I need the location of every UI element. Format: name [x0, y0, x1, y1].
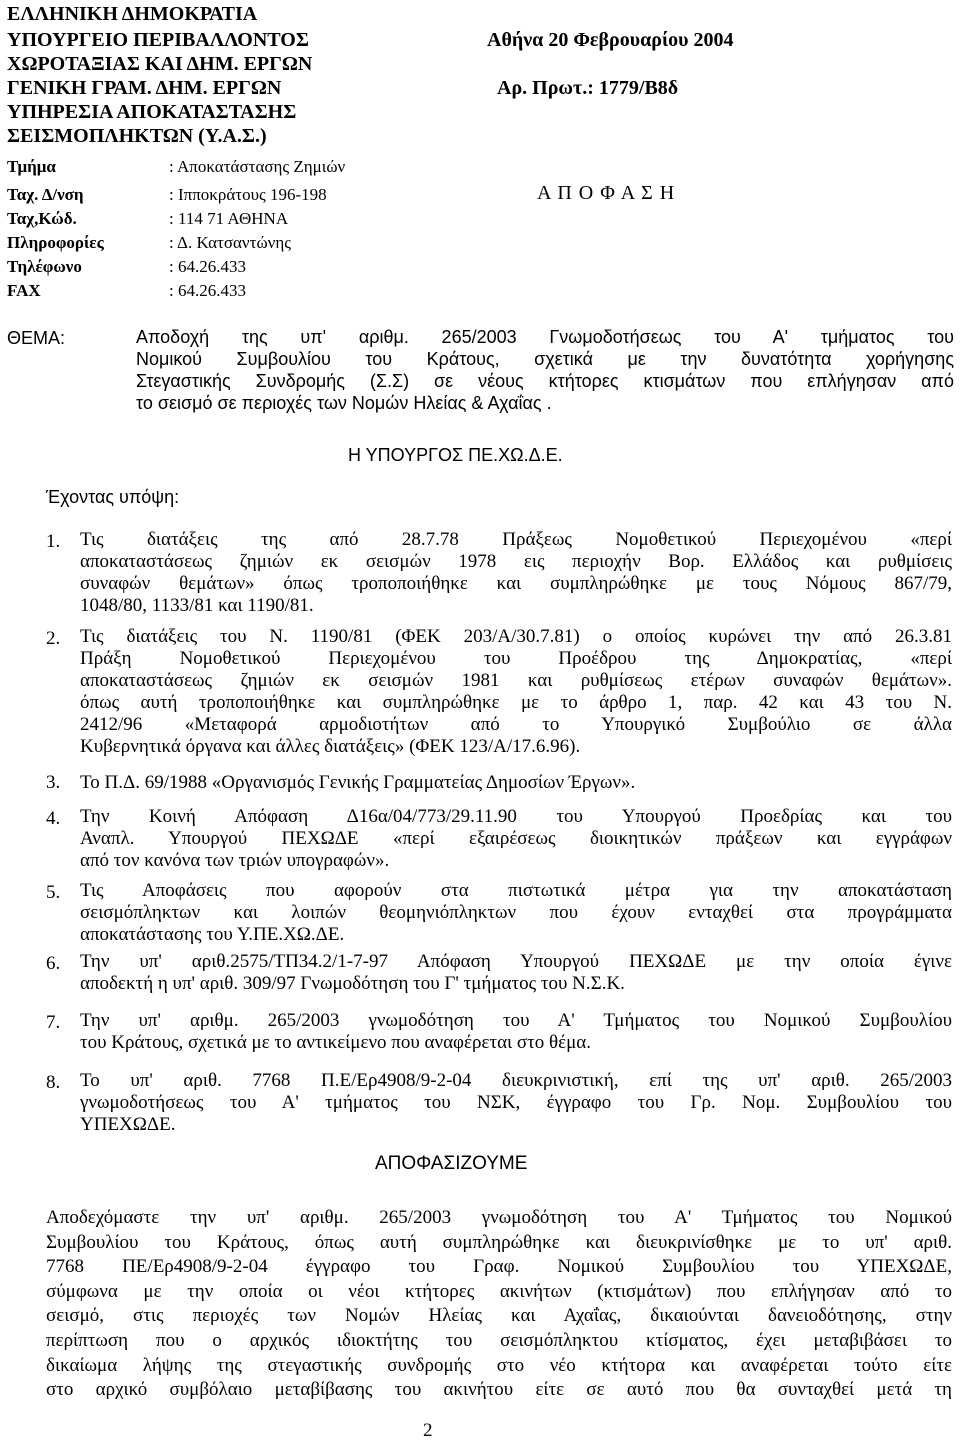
contact-label: Τηλέφωνο: [7, 257, 82, 276]
item-line: Την υπ' αριθ.2575/ΤΠ34.2/1-7-97 Απόφαση Υπουργού ΠΕΧΩΔΕ με την οποία έγινε: [80, 951, 952, 972]
item-line: αποδεκτή η υπ' αριθ. 309/97 Γνωμοδότηση του Γ' τμήματος του Ν.Σ.Κ.: [80, 973, 625, 994]
item-line: Το υπ' αριθ. 7768 Π.Ε/Ερ4908/9-2-04 διευκρινιστική, επί της υπ' αριθ. 265/2003: [80, 1070, 952, 1091]
decision-line: Αποδεχόμαστε την υπ' αριθμ. 265/2003 γνωμοδότηση του Α' Τμήματος του Νομικού: [46, 1207, 952, 1228]
header-line: ΣΕΙΣΜΟΠΛΗΚΤΩΝ (Υ.Α.Σ.): [7, 125, 267, 147]
contact-label: Ταχ. Δ/νση: [7, 185, 84, 204]
decision-line: περίπτωση που ο αρχικός ιδιοκτήτης του σεισμόπληκτου κτίσματος, έχει μεταβιβάσει το: [46, 1329, 952, 1351]
contact-value: : Δ. Κατσαντώνης: [169, 233, 291, 252]
item-line: Πράξη Νομοθετικού Περιεχομένου του Προέδρου της Δημοκρατίας, «περί: [80, 648, 952, 669]
item-number: 4.: [46, 808, 61, 829]
decide-title: ΑΠΟΦΑΣΙΖΟΥΜΕ: [375, 1153, 528, 1174]
contact-value: : 114 71 ΑΘΗΝΑ: [169, 209, 289, 228]
minister-title: Η ΥΠΟΥΡΓΟΣ ΠΕ.ΧΩ.Δ.Ε.: [348, 445, 563, 465]
item-line: αποκαταστάσεως ζημιών εκ σεισμών 1981 και ρυθμίσεως ετέρων συναφών θεμάτων».: [80, 670, 952, 691]
contact-row: [7, 155, 427, 179]
contact-label: FAX: [7, 281, 41, 300]
item-line: σεισμόπληκτων και λοιπών θεομηνιόπληκτων που έχουν ενταχθεί στα προγράμματα: [80, 902, 952, 923]
item-number: 6.: [46, 953, 61, 974]
protocol-number: Αρ. Πρωτ.: 1779/Β8δ: [497, 77, 679, 99]
item-number: 1.: [46, 531, 61, 552]
item-number: 5.: [46, 882, 61, 903]
item-line: γνωμοδοτήσεως του Α' τμήματος του ΝΣΚ, έγγραφο του Γρ. Νομ. Συμβουλίου του: [80, 1092, 952, 1113]
item-line: ΥΠΕΧΩΔΕ.: [80, 1114, 176, 1135]
item-line: Κυβερνητικά όργανα και άλλες διατάξεις» (ΦΕΚ 123/Α/17.6.96).: [80, 736, 581, 757]
header-line: ΥΠΗΡΕΣΙΑ ΑΠΟΚΑΤΑΣΤΑΣΗΣ: [7, 101, 297, 123]
item-line: Τις διατάξεις του Ν. 1190/81 (ΦΕΚ 203/Α/30.7.81) ο οποίος κυρώνει την από 26.3.81: [80, 626, 952, 647]
decision-line: στο αρχικό συμβόλαιο μεταβίβασης του ακινήτου είτε σε αυτό που θα συνταχθεί μετά τη: [46, 1379, 952, 1401]
item-number: 3.: [46, 772, 61, 793]
decision-line: δικαίωμα λήψης της στεγαστικής συνδρομής στο νέο κτήτορα και αναφέρεται τούτο είτε: [46, 1354, 952, 1376]
subject-line: Αποδοχή της υπ' αριθμ. 265/2003 Γνωμοδοτήσεως του Α' τμήματος του: [136, 327, 954, 347]
decision-line: σεισμό, στις περιοχές των Νομών Ηλείας και Αχαΐας, δικαιούνται δανειοδότησης, στην: [46, 1305, 952, 1327]
decision-body: [46, 1206, 952, 1403]
contact-label: Πληροφορίες: [7, 233, 104, 252]
contact-info: [7, 155, 427, 305]
item-number: 8.: [46, 1072, 61, 1093]
item-line: Την υπ' αριθμ. 265/2003 γνωμοδότηση του Α' Τμήματος του Νομικού Συμβουλίου: [80, 1010, 952, 1031]
contact-row: [7, 279, 427, 303]
contact-label: Τμήμα: [7, 157, 56, 176]
item-text: [80, 626, 952, 758]
decision-line: 7768 ΠΕ/Ερ4908/9-2-04 έγγραφο του Γραφ. Νομικού Συμβουλίου του ΥΠΕΧΩΔΕ,: [46, 1256, 952, 1278]
page-number: 2: [423, 1420, 433, 1441]
document-date: Αθήνα 20 Φεβρουαρίου 2004: [487, 29, 734, 51]
contact-row: [7, 183, 427, 207]
header-line: ΕΛΛΗΝΙΚΗ ΔΗΜΟΚΡΑΤΙΑ: [7, 3, 258, 25]
item-text: [80, 806, 952, 872]
subject-line: το σεισμό σε περιοχές των Νομών Ηλείας & Αχαΐας .: [136, 393, 552, 413]
item-line: Την Κοινή Απόφαση Δ16α/04/773/29.11.90 του Υπουργού Προεδρίας και του: [80, 806, 952, 827]
contact-label: Ταχ,Κώδ.: [7, 209, 77, 228]
item-line: 2412/96 «Μεταφορά αρμοδιοτήτων από το Υπουργικό Συμβούλιο σε άλλα: [80, 714, 952, 735]
contact-row: [7, 255, 427, 279]
decision-title: Α Π Ο Φ Α Σ Η: [537, 182, 676, 204]
contact-row: [7, 231, 427, 255]
item-line: συναφών θεμάτων» όπως τροποποιήθηκε και συμπληρώθηκε με τους Νόμους 867/79,: [80, 573, 952, 594]
subject-label: ΘΕΜΑ:: [7, 328, 66, 348]
item-line: από τον κανόνα των τριών υπογραφών».: [80, 850, 390, 871]
item-line: Το Π.Δ. 69/1988 «Οργανισμός Γενικής Γραμματείας Δημοσίων Έργων».: [80, 772, 636, 793]
item-line: 1048/80, 1133/81 και 1190/81.: [80, 595, 314, 616]
subject-text: [136, 326, 954, 414]
item-text: [80, 529, 952, 617]
header-line: ΥΠΟΥΡΓΕΙΟ ΠΕΡΙΒΑΛΛΟΝΤΟΣ: [7, 29, 309, 51]
item-line: Τις διατάξεις της από 28.7.78 Πράξεως Νομοθετικού Περιεχομένου «περί: [80, 529, 952, 550]
item-line: όπως αυτή τροποποιήθηκε και συμπληρώθηκε με το άρθρο 1, παρ. 42 και 43 του Ν.: [80, 692, 952, 713]
item-text: [80, 1010, 952, 1054]
item-number: 2.: [46, 628, 61, 649]
item-text: [80, 880, 952, 946]
contact-value: : 64.26.433: [169, 281, 246, 300]
item-text: [80, 1070, 952, 1136]
item-line: Τις Αποφάσεις που αφορούν στα πιστωτικά μέτρα για την αποκατάσταση: [80, 880, 952, 901]
contact-row: [7, 207, 427, 231]
item-number: 7.: [46, 1012, 61, 1033]
contact-value: : 64.26.433: [169, 257, 246, 276]
decision-line: σύμφωνα με την οποία οι νέοι κτήτορες ακινήτων (κτισμάτων) που επλήγησαν από το: [46, 1280, 952, 1302]
contact-value: : Ιπποκράτους 196-198: [169, 185, 327, 204]
decision-line: Συμβουλίου του Κράτους, όπως αυτή συμπληρώθηκε και διευκρινίσθηκε με το υπ' αριθ.: [46, 1231, 952, 1253]
header-line: ΧΩΡΟΤΑΞΙΑΣ ΚΑΙ ΔΗΜ. ΕΡΓΩΝ: [7, 53, 313, 75]
item-line: Αναπλ. Υπουργού ΠΕΧΩΔΕ «περί εξαιρέσεως διοικητικών πράξεων και εγγράφων: [80, 828, 952, 849]
subject-line: Νομικού Συμβουλίου του Κράτους, σχετικά με την δυνατότητα χορήγησης: [136, 349, 954, 369]
contact-value: : Αποκατάστασης Ζημιών: [169, 157, 346, 176]
considering-label: Έχοντας υπόψη:: [46, 487, 180, 507]
item-line: του Κράτους, σχετικά με το αντικείμενο που αναφέρεται στο θέμα.: [80, 1032, 591, 1053]
item-text: [80, 951, 952, 995]
header-line: ΓΕΝΙΚΗ ΓΡΑΜ. ΔΗΜ. ΕΡΓΩΝ: [7, 77, 282, 99]
item-line: αποκατάστασης του Υ.ΠΕ.ΧΩ.ΔΕ.: [80, 924, 345, 945]
subject-line: Στεγαστικής Συνδρομής (Σ.Σ) σε νέους κτήτορες κτισμάτων που επλήγησαν από: [136, 371, 954, 391]
item-line: αποκαταστάσεως ζημιών εκ σεισμών 1978 εις περιοχήν Βορ. Ελλάδος και ρυθμίσεις: [80, 551, 952, 572]
